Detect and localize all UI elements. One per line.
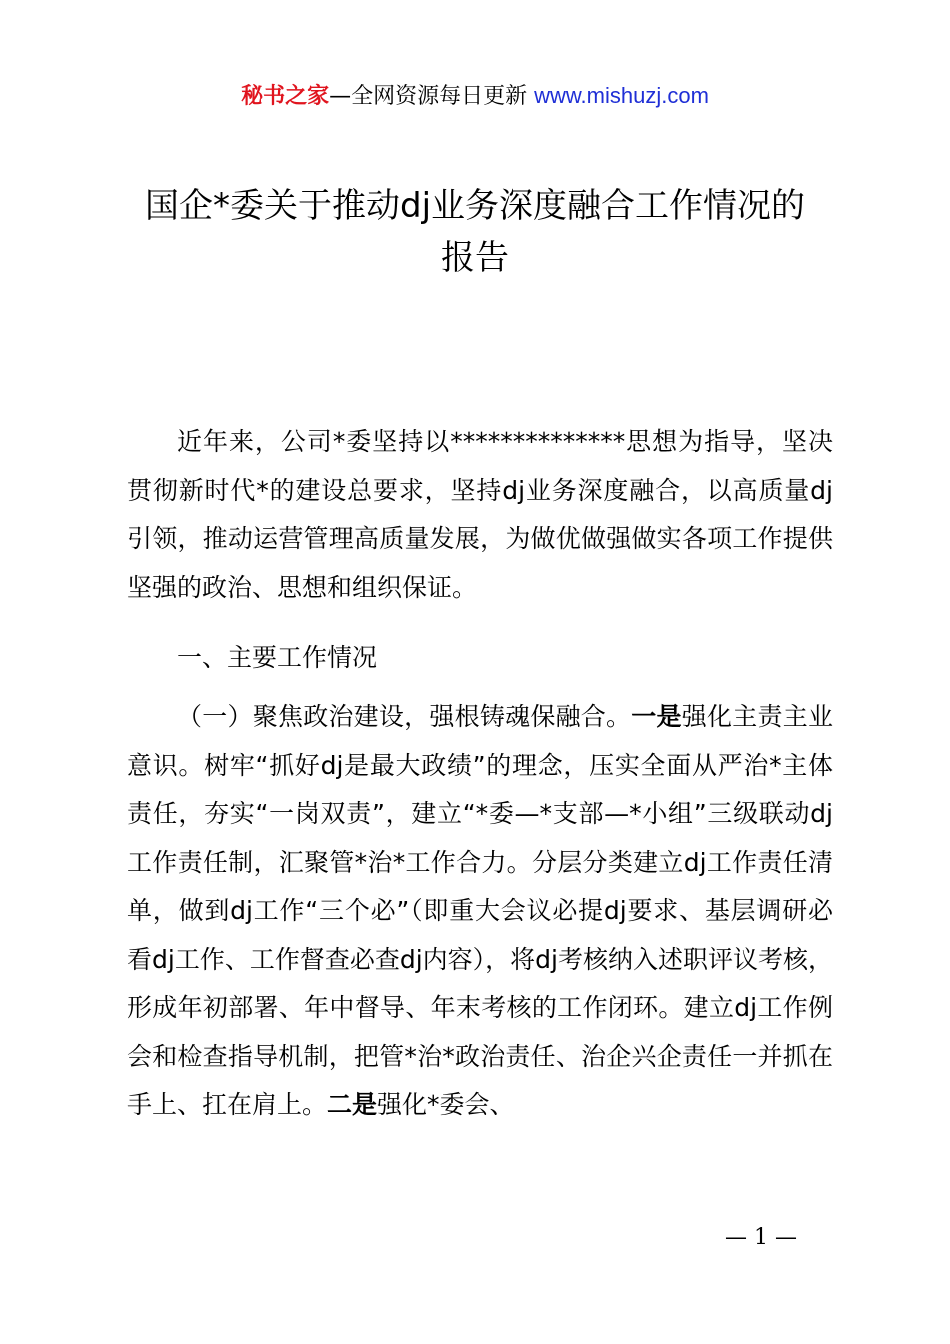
site-url-link[interactable]: www.mishuzj.com bbox=[534, 83, 709, 108]
intro-paragraph bbox=[127, 418, 833, 612]
header-tagline: —全网资源每日更新 bbox=[329, 84, 535, 109]
intro-text: 近年来，公司*委坚持以**************思想为指导，坚决贯彻新时代*的建设总要求，坚持dj业务深度融合，以高质量dj引领，推动运营管理高质量发展，为做优做强做实各项工作提供坚强的政治、思想和组织保证。 bbox=[127, 427, 833, 602]
paragraph-prefix: （一）聚焦政治建设，强根铸魂保融合。 bbox=[177, 702, 632, 731]
section-paragraph bbox=[127, 693, 833, 1130]
document-title bbox=[100, 180, 850, 284]
paragraph-body: 强化主责主业意识。树牢“抓好dj是最大政绩”的理念，压实全面从严治*主体责任，夯实“一岗双责”，建立“*委—*支部—*小组”三级联动dj工作责任制，汇聚管*治*工作合力。分层分类建立dj工作责任清单，做到dj工作“三个必”（即重大会议必提dj要求、基层调研必看dj工作、工作督查必查dj内容），将dj考核纳入述职评议考核，形成年初部署、年中督导、年末考核的工作闭环。建立dj工作例会和检查指导机制，把管*治*政治责任、治企兴企责任一并抓在手上、扛在肩上。 bbox=[127, 702, 833, 1119]
title-line-1: 国企*委关于推动dj业务深度融合工作情况的 bbox=[144, 186, 806, 226]
paragraph-tail: 强化*委会、 bbox=[377, 1090, 515, 1119]
paragraph-text bbox=[127, 693, 833, 1130]
bold-marker-2: 二是 bbox=[327, 1090, 378, 1119]
title-line-2: 报告 bbox=[441, 238, 509, 278]
page-number: — 1 — bbox=[725, 1225, 797, 1250]
section-heading: 一、主要工作情况 bbox=[177, 643, 378, 672]
bold-marker-1: 一是 bbox=[631, 702, 682, 731]
brand-name: 秘书之家 bbox=[241, 84, 330, 109]
site-header bbox=[0, 80, 950, 113]
